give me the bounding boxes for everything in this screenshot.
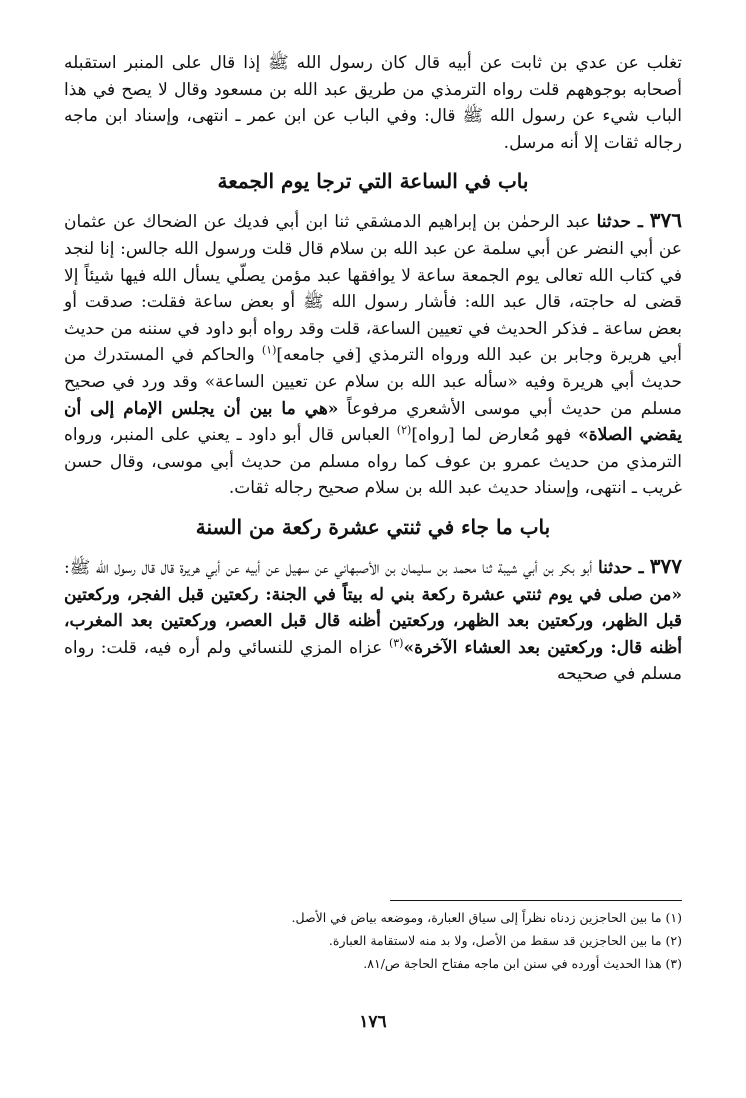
hadith-text: أبو بكر بن أبي شيبة ثنا محمد بن سليمان بن الأصبهاني عن سهيل عن أبيه عن أبي هريرة قال قال رسول الله ﷺ: bbox=[64, 557, 598, 578]
hadith-dash: ـ bbox=[632, 557, 650, 578]
hadith-376-paragraph bbox=[64, 207, 682, 502]
footnote-2: (٢) ما بين الحاجزين قد سقط من الأصل، ولا بد منه لاستقامة العبارة. bbox=[328, 933, 682, 948]
hadith-text: والحاكم في المستدرك من حديث أبي هريرة وفيه «سأله عبد الله بن سلام عن تعيين الساعة» وقد ورد في صحيح مسلم من حديث أبي موسى الأشعري مرفوعاً bbox=[64, 345, 683, 419]
section-heading-hour-of-friday: باب في الساعة التي ترجا يوم الجمعة bbox=[217, 169, 529, 194]
page-number: ١٧٦ bbox=[359, 1012, 387, 1032]
hadith-text: فهو مُعارض لما [رواه] bbox=[411, 425, 579, 446]
hadith-number: ٣٧٦ bbox=[649, 208, 682, 233]
footnote-divider bbox=[390, 900, 682, 901]
footnote-ref-3: (٣) bbox=[388, 636, 404, 650]
hadith-keyword: حدثنا bbox=[596, 212, 632, 233]
hadith-text: عبد الرحمٰن بن إبراهيم الدمشقي ثنا ابن أبي فديك عن الضحاك عن عثمان عن أبي النضر عن أبي سلمة عن عبد الله بن سلام قال قلت ورسول الله جالس: إنا لنجد في كتاب الله تعالى يوم الجمعة ساعة لا يوافقها عبد مؤمن يصلّي يسأل الله فيها شيئاً إلا قضى له حاجته، قال عبد الله: فأشار رسول الله ﷺ أو بعض ساعة فقلت: صدقت أو بعض ساعة ـ فذكر الحديث في تعيين الساعة، قلت وقد رواه أبو داود في سننه من حديث أبي هريرة وجابر بن عبد الله ورواه الترمذي [في جامعه] bbox=[64, 212, 682, 366]
page-body bbox=[64, 50, 682, 688]
intro-paragraph: تغلب عن عدي بن ثابت عن أبيه قال كان رسول الله ﷺ إذا قال على المنبر استقبله أصحابه بوجوههم قلت رواه الترمذي من طريق عبد الله بن مسعود وقال لا يصح في هذا الباب شيء عن رسول الله ﷺ قال: وفي الباب عن ابن عمر ـ انتهى، وإسناد ابن ماجه رجاله ثقات إلا أنه مرسل. bbox=[64, 53, 682, 153]
hadith-text: عزاه المزي للنسائي ولم أره فيه، قلت: رواه مسلم في صحيحه bbox=[64, 637, 682, 685]
footnote-ref-1: (١) bbox=[261, 343, 277, 357]
hadith-377-paragraph bbox=[64, 553, 682, 688]
footnote-1: (١) ما بين الحاجزين زدناه نظراً إلى سياق العبارة، وموضعه بياض في الأصل. bbox=[291, 910, 682, 925]
hadith-bold-quote: «من صلى في يوم ثنتي عشرة ركعة بني له بيتاً في الجنة: ركعتين قبل الفجر، وركعتين قبل الظهر، وركعتين بعد الظهر، وركعتين أظنه قال قبل العصر، وركعتين بعد المغرب، أظنه قال: وركعتين بعد العشاء الآخرة» bbox=[64, 584, 683, 658]
hadith-number: ٣٧٧ bbox=[649, 553, 683, 578]
footnote-ref-2: (٢) bbox=[396, 423, 412, 437]
section-heading-twelve-rakat: باب ما جاء في ثنتي عشرة ركعة من السنة bbox=[195, 514, 551, 539]
hadith-bold-quote: «هي ما بين أن يجلس الإمام إلى أن يقضي الصلاة» bbox=[64, 398, 682, 446]
hadith-text: العباس قال أبو داود ـ يعني على المنبر، ورواه الترمذي من حديث عمرو بن عوف كما رواه مسلم من حديث أبي موسى، وقال حسن غريب ـ انتهى، وإسناد حديث عبد الله بن سلام صحيح رجاله ثقات. bbox=[64, 425, 682, 499]
footnote-3: (٣) هذا الحديث أورده في سنن ابن ماجه مفتاح الحاجة ص/٨١. bbox=[363, 956, 682, 971]
hadith-dash: ـ bbox=[631, 212, 650, 233]
footnotes bbox=[64, 906, 682, 975]
hadith-keyword: حدثنا bbox=[597, 557, 633, 578]
